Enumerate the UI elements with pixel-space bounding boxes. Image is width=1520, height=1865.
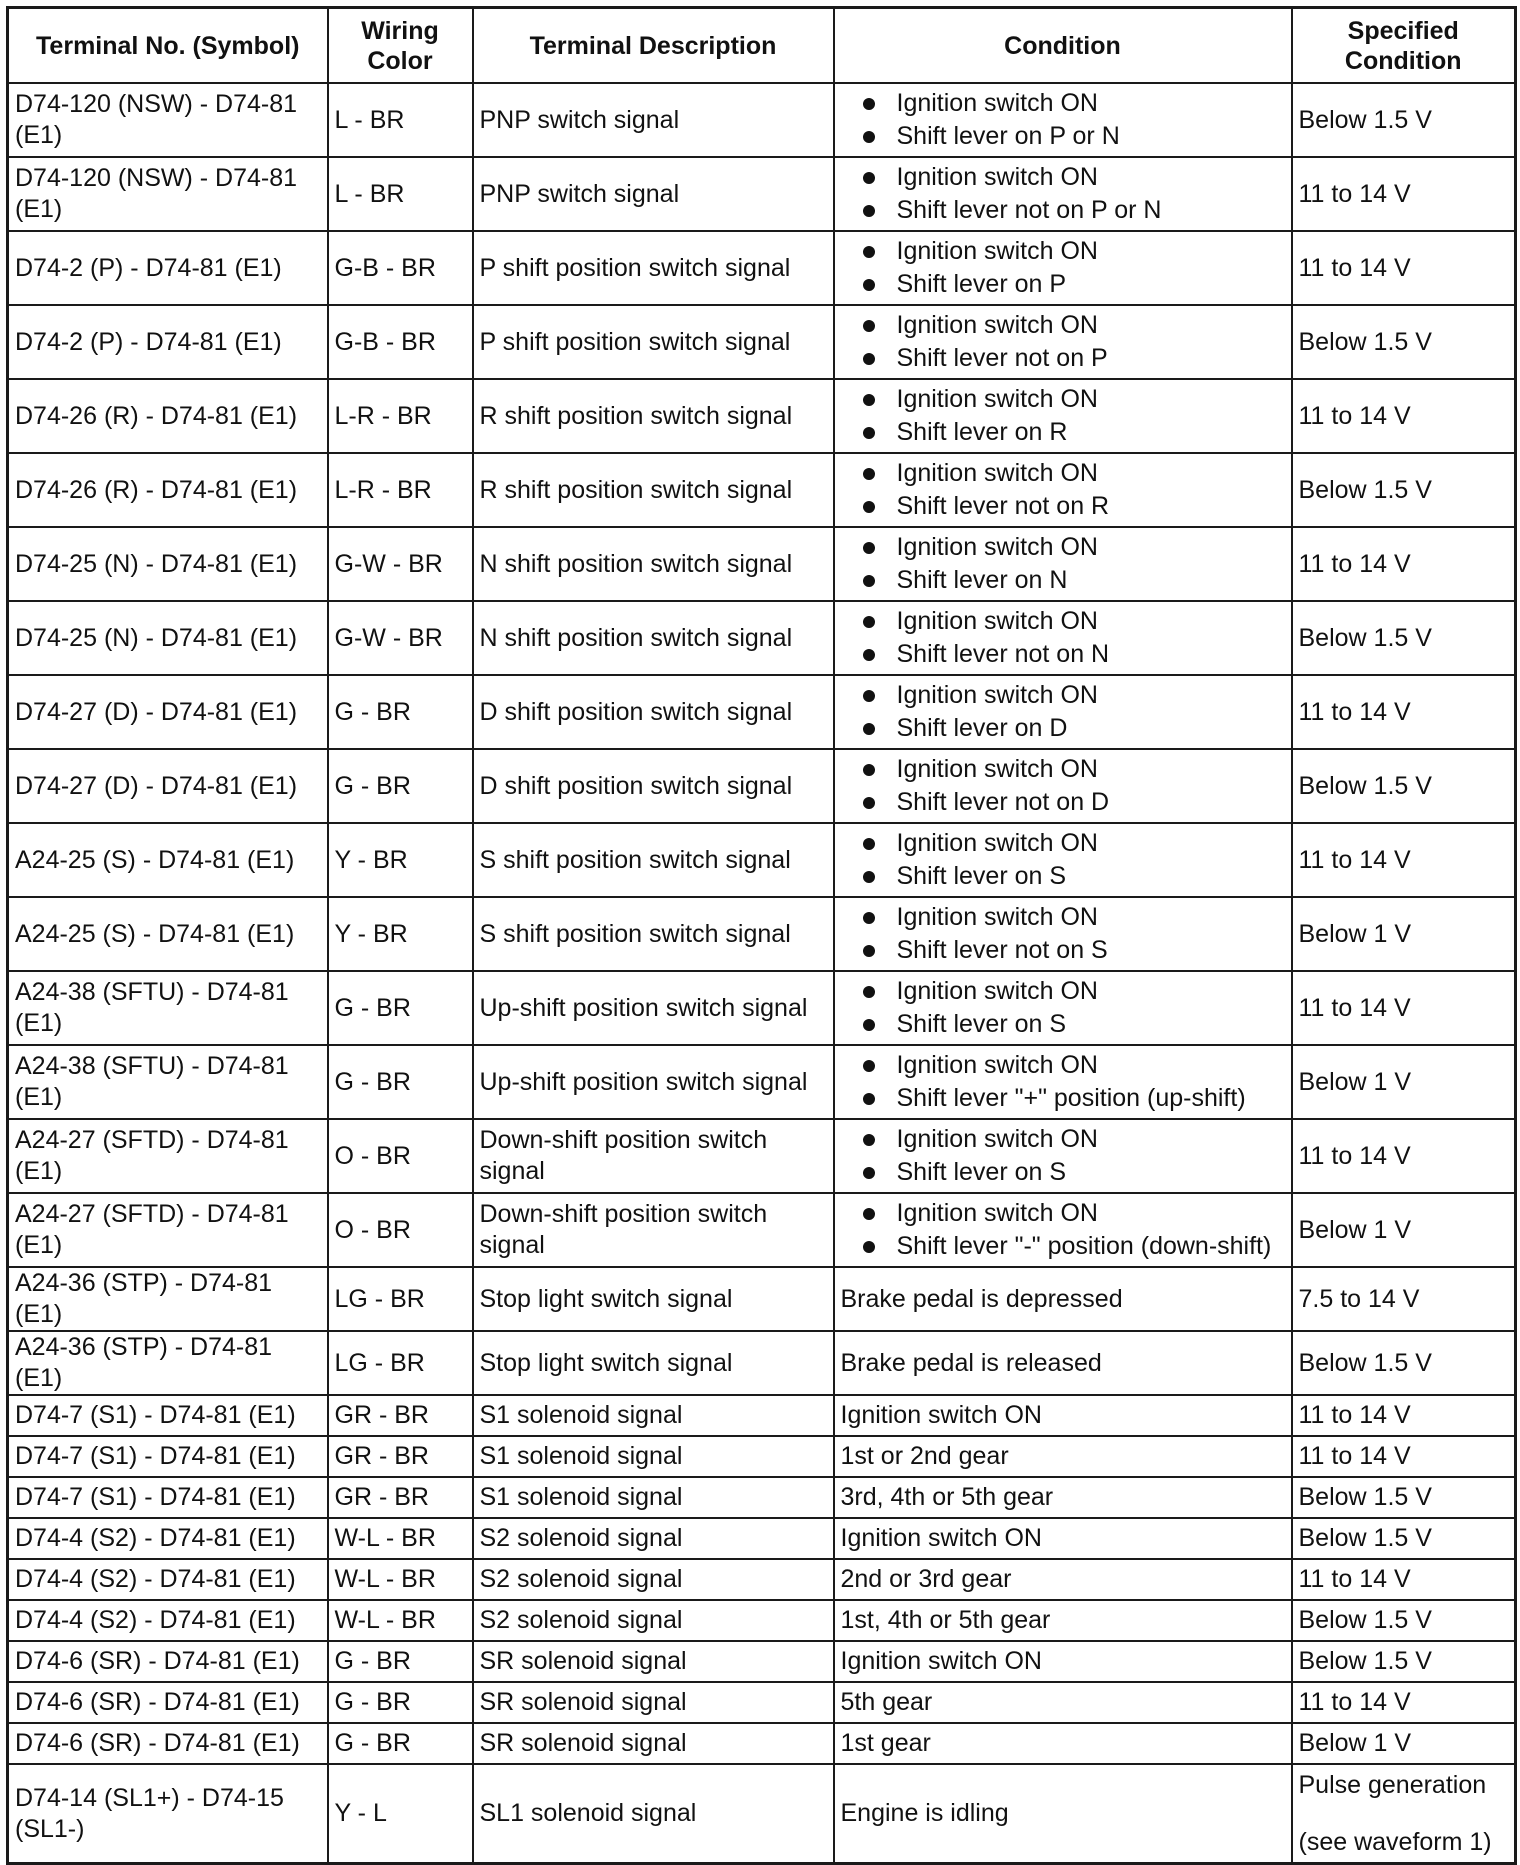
- condition-item: [863, 712, 1285, 745]
- terminal-cell: D74-120 (NSW) - D74-81 (E1): [8, 157, 328, 231]
- bullet-icon: [863, 1208, 875, 1220]
- terminal-cell: A24-27 (SFTD) - D74-81 (E1): [8, 1119, 328, 1193]
- condition-list: [841, 531, 1285, 597]
- wiring-color-cell: G - BR: [328, 1045, 473, 1119]
- condition-list: [841, 679, 1285, 745]
- wiring-color-cell: LG - BR: [328, 1267, 473, 1331]
- condition-cell: 3rd, 4th or 5th gear: [834, 1477, 1292, 1518]
- condition-item: [863, 1049, 1285, 1082]
- description-cell: S2 solenoid signal: [473, 1518, 834, 1559]
- table-row: [8, 1331, 1516, 1395]
- condition-text: Shift lever "-" position (down-shift): [896, 1232, 1272, 1260]
- condition-item: [863, 638, 1285, 671]
- terminal-cell: D74-26 (R) - D74-81 (E1): [8, 379, 328, 453]
- description-cell: SL1 solenoid signal: [473, 1764, 834, 1864]
- condition-text: Shift lever not on R: [896, 492, 1110, 520]
- condition-list: [841, 309, 1285, 375]
- condition-item: [863, 564, 1285, 597]
- wiring-color-cell: Y - BR: [328, 823, 473, 897]
- condition-item: [863, 87, 1285, 120]
- description-cell: S1 solenoid signal: [473, 1436, 834, 1477]
- condition-cell: [834, 897, 1292, 971]
- wiring-color-cell: O - BR: [328, 1193, 473, 1267]
- table-row: [8, 897, 1516, 971]
- condition-item: [863, 934, 1285, 967]
- condition-list: [841, 605, 1285, 671]
- condition-text: Ignition switch ON: [896, 1051, 1098, 1079]
- table-row: [8, 157, 1516, 231]
- specified-condition-cell: Below 1.5 V: [1292, 453, 1516, 527]
- specified-condition-cell: 11 to 14 V: [1292, 823, 1516, 897]
- header-wiring-line2: Color: [367, 46, 433, 75]
- condition-cell: [834, 83, 1292, 157]
- bullet-icon: [863, 1093, 875, 1105]
- description-cell: S1 solenoid signal: [473, 1477, 834, 1518]
- table-row: [8, 83, 1516, 157]
- terminal-cell: A24-27 (SFTD) - D74-81 (E1): [8, 1193, 328, 1267]
- condition-cell: Engine is idling: [834, 1764, 1292, 1864]
- specified-condition-cell: Below 1.5 V: [1292, 749, 1516, 823]
- condition-item: [863, 860, 1285, 893]
- condition-item: [863, 161, 1285, 194]
- condition-item: [863, 268, 1285, 301]
- condition-text: Ignition switch ON: [896, 755, 1098, 783]
- bullet-icon: [863, 616, 875, 628]
- terminal-cell: A24-36 (STP) - D74-81 (E1): [8, 1267, 328, 1331]
- description-cell: SR solenoid signal: [473, 1682, 834, 1723]
- condition-text: Shift lever on S: [896, 1158, 1067, 1186]
- table-row: [8, 1436, 1516, 1477]
- condition-text: Shift lever "+" position (up-shift): [896, 1084, 1246, 1112]
- table-row: [8, 1193, 1516, 1267]
- terminal-cell: A24-36 (STP) - D74-81 (E1): [8, 1331, 328, 1395]
- bullet-icon: [863, 986, 875, 998]
- condition-text: Ignition switch ON: [896, 977, 1098, 1005]
- specified-condition-cell: Below 1.5 V: [1292, 1331, 1516, 1395]
- condition-text: Ignition switch ON: [896, 681, 1098, 709]
- wiring-color-cell: GR - BR: [328, 1436, 473, 1477]
- condition-list: [841, 87, 1285, 153]
- description-cell: Up-shift position switch signal: [473, 1045, 834, 1119]
- bullet-icon: [863, 501, 875, 513]
- condition-text: Shift lever on P: [896, 270, 1067, 298]
- wiring-color-cell: G - BR: [328, 1641, 473, 1682]
- terminal-cell: D74-120 (NSW) - D74-81 (E1): [8, 83, 328, 157]
- condition-item: [863, 827, 1285, 860]
- condition-item: [863, 416, 1285, 449]
- condition-text: Ignition switch ON: [896, 533, 1098, 561]
- condition-item: [863, 605, 1285, 638]
- terminal-cell: D74-6 (SR) - D74-81 (E1): [8, 1641, 328, 1682]
- condition-list: [841, 235, 1285, 301]
- table-row: [8, 1477, 1516, 1518]
- condition-cell: [834, 157, 1292, 231]
- terminal-cell: D74-25 (N) - D74-81 (E1): [8, 527, 328, 601]
- specified-condition-cell: Below 1.5 V: [1292, 1600, 1516, 1641]
- bullet-icon: [863, 838, 875, 850]
- condition-cell: [834, 1045, 1292, 1119]
- header-terminal: Terminal No. (Symbol): [8, 8, 328, 84]
- condition-cell: Brake pedal is depressed: [834, 1267, 1292, 1331]
- header-specified-condition: [1292, 8, 1516, 84]
- condition-cell: Ignition switch ON: [834, 1518, 1292, 1559]
- condition-list: [841, 1123, 1285, 1189]
- bullet-icon: [863, 575, 875, 587]
- table-row: [8, 1559, 1516, 1600]
- bullet-icon: [863, 1060, 875, 1072]
- condition-text: Ignition switch ON: [896, 1199, 1098, 1227]
- condition-list: [841, 975, 1285, 1041]
- condition-cell: 1st or 2nd gear: [834, 1436, 1292, 1477]
- bullet-icon: [863, 912, 875, 924]
- table-row: [8, 1764, 1516, 1864]
- terminal-cell: D74-6 (SR) - D74-81 (E1): [8, 1682, 328, 1723]
- condition-text: Shift lever on P or N: [896, 122, 1120, 150]
- condition-text: Shift lever not on S: [896, 936, 1108, 964]
- table-row: [8, 749, 1516, 823]
- condition-cell: [834, 1193, 1292, 1267]
- condition-list: [841, 827, 1285, 893]
- description-cell: N shift position switch signal: [473, 527, 834, 601]
- table-row: [8, 1600, 1516, 1641]
- condition-cell: 2nd or 3rd gear: [834, 1559, 1292, 1600]
- bullet-icon: [863, 649, 875, 661]
- condition-text: Shift lever not on N: [896, 640, 1110, 668]
- condition-text: Ignition switch ON: [896, 163, 1098, 191]
- bullet-icon: [863, 131, 875, 143]
- condition-item: [863, 1156, 1285, 1189]
- wiring-color-cell: G-W - BR: [328, 527, 473, 601]
- description-cell: R shift position switch signal: [473, 453, 834, 527]
- condition-text: Shift lever on S: [896, 862, 1067, 890]
- bullet-icon: [863, 723, 875, 735]
- condition-text: Shift lever on N: [896, 566, 1068, 594]
- table-row: [8, 1641, 1516, 1682]
- condition-cell: Brake pedal is released: [834, 1331, 1292, 1395]
- table-row: [8, 527, 1516, 601]
- terminal-cell: D74-2 (P) - D74-81 (E1): [8, 305, 328, 379]
- condition-cell: Ignition switch ON: [834, 1641, 1292, 1682]
- wiring-color-cell: GR - BR: [328, 1477, 473, 1518]
- specified-line1: Pulse generation: [1298, 1770, 1487, 1799]
- condition-cell: [834, 1119, 1292, 1193]
- condition-text: Ignition switch ON: [896, 459, 1098, 487]
- condition-text: Ignition switch ON: [896, 1125, 1098, 1153]
- bullet-icon: [863, 797, 875, 809]
- specified-condition-cell: 11 to 14 V: [1292, 1436, 1516, 1477]
- table-row: [8, 601, 1516, 675]
- table-body: [8, 83, 1516, 1864]
- specified-condition-cell: Below 1.5 V: [1292, 1641, 1516, 1682]
- wiring-color-cell: G - BR: [328, 1723, 473, 1764]
- specified-condition-cell: 11 to 14 V: [1292, 1119, 1516, 1193]
- bullet-icon: [863, 1019, 875, 1031]
- bullet-icon: [863, 468, 875, 480]
- condition-item: [863, 235, 1285, 268]
- description-cell: Up-shift position switch signal: [473, 971, 834, 1045]
- condition-cell: [834, 601, 1292, 675]
- wiring-color-cell: G - BR: [328, 1682, 473, 1723]
- condition-item: [863, 753, 1285, 786]
- header-wiring-color: [328, 8, 473, 84]
- condition-item: [863, 901, 1285, 934]
- condition-text: Ignition switch ON: [896, 385, 1098, 413]
- wiring-color-cell: G - BR: [328, 749, 473, 823]
- condition-cell: [834, 675, 1292, 749]
- bullet-icon: [863, 1167, 875, 1179]
- description-cell: Stop light switch signal: [473, 1331, 834, 1395]
- table-row: [8, 1045, 1516, 1119]
- bullet-icon: [863, 1241, 875, 1253]
- table-row: [8, 1723, 1516, 1764]
- terminal-cell: D74-2 (P) - D74-81 (E1): [8, 231, 328, 305]
- wiring-color-cell: L - BR: [328, 83, 473, 157]
- terminal-cell: D74-4 (S2) - D74-81 (E1): [8, 1518, 328, 1559]
- wiring-color-cell: G-B - BR: [328, 305, 473, 379]
- specified-condition-cell: 11 to 14 V: [1292, 1395, 1516, 1436]
- bullet-icon: [863, 764, 875, 776]
- condition-list: [841, 383, 1285, 449]
- header-wiring-line1: Wiring: [361, 16, 439, 45]
- table-row: [8, 1682, 1516, 1723]
- condition-item: [863, 1123, 1285, 1156]
- condition-cell: [834, 749, 1292, 823]
- condition-item: [863, 309, 1285, 342]
- table-row: [8, 305, 1516, 379]
- bullet-icon: [863, 320, 875, 332]
- condition-list: [841, 161, 1285, 227]
- condition-item: [863, 1082, 1285, 1115]
- specified-condition-cell: Below 1.5 V: [1292, 1477, 1516, 1518]
- wiring-color-cell: GR - BR: [328, 1395, 473, 1436]
- bullet-icon: [863, 427, 875, 439]
- header-condition: Condition: [834, 8, 1292, 84]
- terminal-cell: D74-7 (S1) - D74-81 (E1): [8, 1395, 328, 1436]
- wiring-color-cell: Y - L: [328, 1764, 473, 1864]
- specified-condition-cell: Below 1.5 V: [1292, 1518, 1516, 1559]
- wiring-color-cell: LG - BR: [328, 1331, 473, 1395]
- condition-list: [841, 1049, 1285, 1115]
- terminal-cell: D74-14 (SL1+) - D74-15 (SL1-): [8, 1764, 328, 1864]
- specified-condition-cell: Below 1.5 V: [1292, 601, 1516, 675]
- header-row: [8, 8, 1516, 84]
- wiring-color-cell: W-L - BR: [328, 1600, 473, 1641]
- table-row: [8, 231, 1516, 305]
- specified-condition-cell: 11 to 14 V: [1292, 231, 1516, 305]
- terminal-cell: D74-7 (S1) - D74-81 (E1): [8, 1477, 328, 1518]
- wiring-color-cell: G-B - BR: [328, 231, 473, 305]
- table-row: [8, 1518, 1516, 1559]
- bullet-icon: [863, 98, 875, 110]
- terminal-cell: D74-4 (S2) - D74-81 (E1): [8, 1600, 328, 1641]
- terminal-cell: D74-6 (SR) - D74-81 (E1): [8, 1723, 328, 1764]
- specified-condition-cell: 11 to 14 V: [1292, 675, 1516, 749]
- table-row: [8, 675, 1516, 749]
- condition-text: Ignition switch ON: [896, 829, 1098, 857]
- description-cell: S1 solenoid signal: [473, 1395, 834, 1436]
- bullet-icon: [863, 690, 875, 702]
- specified-condition-cell: Below 1 V: [1292, 1193, 1516, 1267]
- condition-item: [863, 194, 1285, 227]
- wiring-color-cell: G - BR: [328, 675, 473, 749]
- specified-condition-cell: 11 to 14 V: [1292, 157, 1516, 231]
- description-cell: PNP switch signal: [473, 157, 834, 231]
- condition-item: [863, 531, 1285, 564]
- condition-cell: 5th gear: [834, 1682, 1292, 1723]
- condition-cell: Ignition switch ON: [834, 1395, 1292, 1436]
- description-cell: Down-shift position switch signal: [473, 1119, 834, 1193]
- condition-text: Shift lever on R: [896, 418, 1068, 446]
- specified-condition-cell: 11 to 14 V: [1292, 1559, 1516, 1600]
- bullet-icon: [863, 172, 875, 184]
- condition-cell: [834, 527, 1292, 601]
- description-cell: Down-shift position switch signal: [473, 1193, 834, 1267]
- table-row: [8, 1395, 1516, 1436]
- wiring-color-cell: L-R - BR: [328, 453, 473, 527]
- header-specified-line1: Specified: [1347, 16, 1459, 45]
- condition-item: [863, 1008, 1285, 1041]
- terminal-cell: A24-25 (S) - D74-81 (E1): [8, 823, 328, 897]
- specified-condition-cell: 7.5 to 14 V: [1292, 1267, 1516, 1331]
- condition-cell: 1st gear: [834, 1723, 1292, 1764]
- bullet-icon: [863, 1134, 875, 1146]
- specified-condition-cell: Below 1 V: [1292, 897, 1516, 971]
- condition-cell: [834, 453, 1292, 527]
- condition-item: [863, 342, 1285, 375]
- terminal-spec-table: [6, 6, 1517, 1865]
- condition-list: [841, 753, 1285, 819]
- wiring-color-cell: L - BR: [328, 157, 473, 231]
- condition-text: Ignition switch ON: [896, 89, 1098, 117]
- table-row: [8, 1119, 1516, 1193]
- condition-cell: 1st, 4th or 5th gear: [834, 1600, 1292, 1641]
- condition-item: [863, 786, 1285, 819]
- specified-condition-cell: [1292, 1764, 1516, 1864]
- condition-item: [863, 679, 1285, 712]
- terminal-cell: D74-26 (R) - D74-81 (E1): [8, 453, 328, 527]
- terminal-table-container: [6, 6, 1514, 1865]
- specified-condition-cell: Below 1 V: [1292, 1045, 1516, 1119]
- condition-list: [841, 1197, 1285, 1263]
- wiring-color-cell: O - BR: [328, 1119, 473, 1193]
- condition-text: Shift lever on D: [896, 714, 1068, 742]
- description-cell: Stop light switch signal: [473, 1267, 834, 1331]
- description-cell: R shift position switch signal: [473, 379, 834, 453]
- header-description: Terminal Description: [473, 8, 834, 84]
- description-cell: S2 solenoid signal: [473, 1600, 834, 1641]
- condition-text: Ignition switch ON: [896, 311, 1098, 339]
- description-cell: SR solenoid signal: [473, 1723, 834, 1764]
- condition-item: [863, 457, 1285, 490]
- condition-item: [863, 1197, 1285, 1230]
- condition-cell: [834, 379, 1292, 453]
- table-row: [8, 971, 1516, 1045]
- specified-condition-cell: Below 1.5 V: [1292, 305, 1516, 379]
- specified-condition-cell: 11 to 14 V: [1292, 1682, 1516, 1723]
- condition-list: [841, 901, 1285, 967]
- wiring-color-cell: Y - BR: [328, 897, 473, 971]
- condition-cell: [834, 231, 1292, 305]
- table-row: [8, 379, 1516, 453]
- condition-item: [863, 1230, 1285, 1263]
- condition-text: Ignition switch ON: [896, 903, 1098, 931]
- description-cell: S shift position switch signal: [473, 897, 834, 971]
- description-cell: P shift position switch signal: [473, 231, 834, 305]
- wiring-color-cell: L-R - BR: [328, 379, 473, 453]
- description-cell: P shift position switch signal: [473, 305, 834, 379]
- condition-cell: [834, 971, 1292, 1045]
- condition-text: Shift lever on S: [896, 1010, 1067, 1038]
- description-cell: D shift position switch signal: [473, 675, 834, 749]
- condition-text: Ignition switch ON: [896, 607, 1098, 635]
- description-cell: D shift position switch signal: [473, 749, 834, 823]
- specified-condition-cell: Below 1.5 V: [1292, 83, 1516, 157]
- wiring-color-cell: W-L - BR: [328, 1559, 473, 1600]
- terminal-cell: D74-4 (S2) - D74-81 (E1): [8, 1559, 328, 1600]
- terminal-cell: A24-38 (SFTU) - D74-81 (E1): [8, 1045, 328, 1119]
- description-cell: N shift position switch signal: [473, 601, 834, 675]
- description-cell: SR solenoid signal: [473, 1641, 834, 1682]
- terminal-cell: D74-7 (S1) - D74-81 (E1): [8, 1436, 328, 1477]
- specified-condition-cell: Below 1 V: [1292, 1723, 1516, 1764]
- table-row: [8, 453, 1516, 527]
- bullet-icon: [863, 871, 875, 883]
- specified-line2: (see waveform 1): [1298, 1827, 1492, 1856]
- terminal-cell: A24-25 (S) - D74-81 (E1): [8, 897, 328, 971]
- specified-condition-cell: 11 to 14 V: [1292, 379, 1516, 453]
- bullet-icon: [863, 205, 875, 217]
- condition-item: [863, 120, 1285, 153]
- condition-text: Shift lever not on D: [896, 788, 1110, 816]
- header-specified-line2: Condition: [1344, 46, 1462, 75]
- condition-item: [863, 383, 1285, 416]
- condition-cell: [834, 305, 1292, 379]
- bullet-icon: [863, 542, 875, 554]
- specified-condition-cell: 11 to 14 V: [1292, 527, 1516, 601]
- bullet-icon: [863, 279, 875, 291]
- specified-two-line: [1299, 1768, 1509, 1860]
- bullet-icon: [863, 945, 875, 957]
- terminal-cell: D74-27 (D) - D74-81 (E1): [8, 749, 328, 823]
- condition-text: Shift lever not on P or N: [896, 196, 1162, 224]
- condition-item: [863, 490, 1285, 523]
- bullet-icon: [863, 394, 875, 406]
- table-row: [8, 823, 1516, 897]
- specified-condition-cell: 11 to 14 V: [1292, 971, 1516, 1045]
- description-cell: S2 solenoid signal: [473, 1559, 834, 1600]
- terminal-cell: D74-27 (D) - D74-81 (E1): [8, 675, 328, 749]
- wiring-color-cell: W-L - BR: [328, 1518, 473, 1559]
- description-cell: PNP switch signal: [473, 83, 834, 157]
- bullet-icon: [863, 246, 875, 258]
- wiring-color-cell: G - BR: [328, 971, 473, 1045]
- table-row: [8, 1267, 1516, 1331]
- condition-text: Shift lever not on P: [896, 344, 1108, 372]
- terminal-cell: D74-25 (N) - D74-81 (E1): [8, 601, 328, 675]
- condition-text: Ignition switch ON: [896, 237, 1098, 265]
- bullet-icon: [863, 353, 875, 365]
- condition-cell: [834, 823, 1292, 897]
- description-cell: S shift position switch signal: [473, 823, 834, 897]
- wiring-color-cell: G-W - BR: [328, 601, 473, 675]
- condition-list: [841, 457, 1285, 523]
- terminal-cell: A24-38 (SFTU) - D74-81 (E1): [8, 971, 328, 1045]
- condition-item: [863, 975, 1285, 1008]
